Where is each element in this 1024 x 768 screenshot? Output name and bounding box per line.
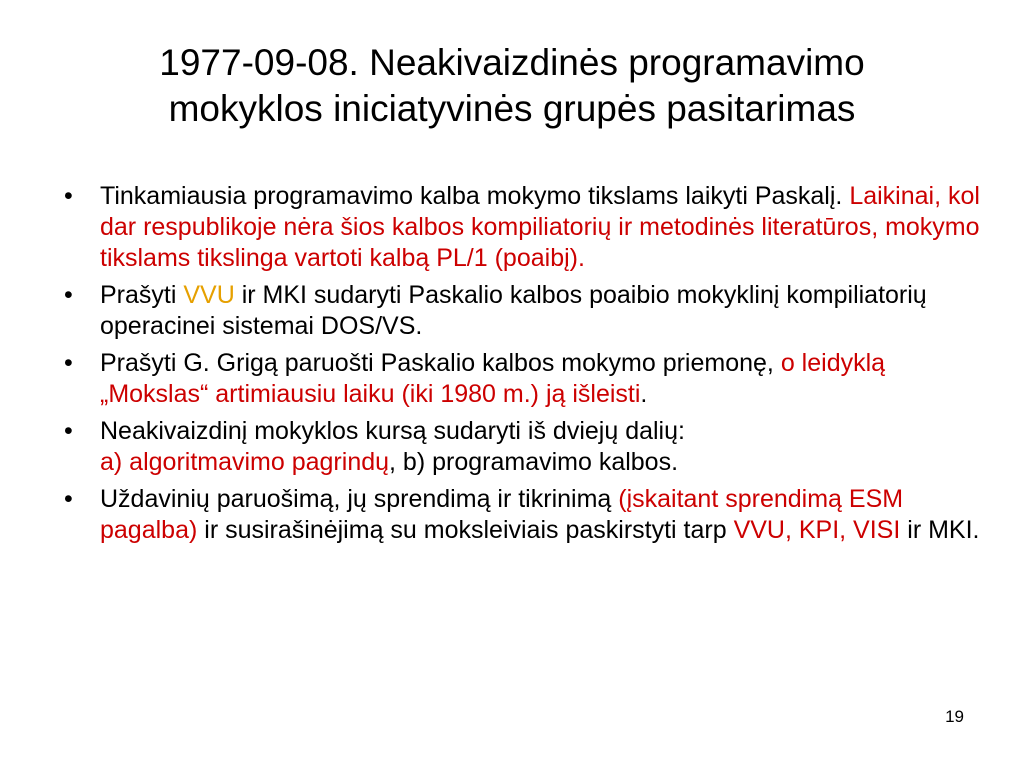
bullet-text: . xyxy=(640,380,648,408)
bullet-item-course-parts xyxy=(60,416,980,478)
bullet-text: ir MKI sudaryti Paskalio kalbos poaibio mokyklinį kompiliatorių operacinei sistemai DOS/VS. xyxy=(100,281,927,340)
bullet-text: ir MKI. xyxy=(900,516,980,544)
bullet-highlight: a) algoritmavimo pagrindų xyxy=(100,448,390,476)
bullet-item-compiler xyxy=(60,280,980,342)
bullet-list xyxy=(60,181,980,552)
bullet-text: Uždavinių paruošimą, jų sprendimą ir tikrinimą xyxy=(100,485,619,513)
bullet-text: Tinkamiausia programavimo kalba mokymo tikslams laikyti Paskalį. xyxy=(100,182,850,210)
bullet-dot-icon: • xyxy=(64,182,73,210)
bullet-text: ir susirašinėjimą su moksleiviais paskirstyti tarp xyxy=(197,516,734,544)
bullet-text: , b) programavimo kalbos. xyxy=(389,448,679,476)
bullet-item-textbook xyxy=(60,348,980,410)
slide-title xyxy=(40,40,984,132)
bullet-text: Neakivaizdinį mokyklos kursą sudaryti iš dviejų dalių: xyxy=(100,417,685,445)
bullet-dot-icon: • xyxy=(64,417,73,445)
slide-title-line-1: 1977-09-08. Neakivaizdinės programavimo xyxy=(159,42,865,83)
bullet-text: Prašyti xyxy=(100,281,184,309)
bullet-item-pascal-language xyxy=(60,181,980,274)
bullet-highlight: VVU xyxy=(183,281,235,309)
slide-title-line-2: mokyklos iniciatyvinės grupės pasitarimas xyxy=(168,88,856,129)
bullet-highlight: o leidyklą „Mokslas“ artimiausiu laiku (iki 1980 m.) ją išleisti xyxy=(100,349,886,408)
bullet-text: Prašyti G. Grigą paruošti Paskalio kalbos mokymo priemonę, xyxy=(100,349,781,377)
bullet-highlight: (įskaitant sprendimą ESM pagalba) xyxy=(100,485,904,544)
bullet-highlight: Laikinai, kol dar respublikoje nėra šios kalbos kompiliatorių ir metodinės literatūros, mokymo tikslams tikslinga vartoti kalbą PL/1 (poaibį). xyxy=(100,182,980,272)
bullet-item-assignments xyxy=(60,484,980,546)
bullet-dot-icon: • xyxy=(64,281,73,309)
bullet-highlight: VVU, KPI, VISI xyxy=(733,516,901,544)
page-number: 19 xyxy=(945,707,964,726)
bullet-dot-icon: • xyxy=(64,349,73,377)
bullet-dot-icon: • xyxy=(64,485,73,513)
